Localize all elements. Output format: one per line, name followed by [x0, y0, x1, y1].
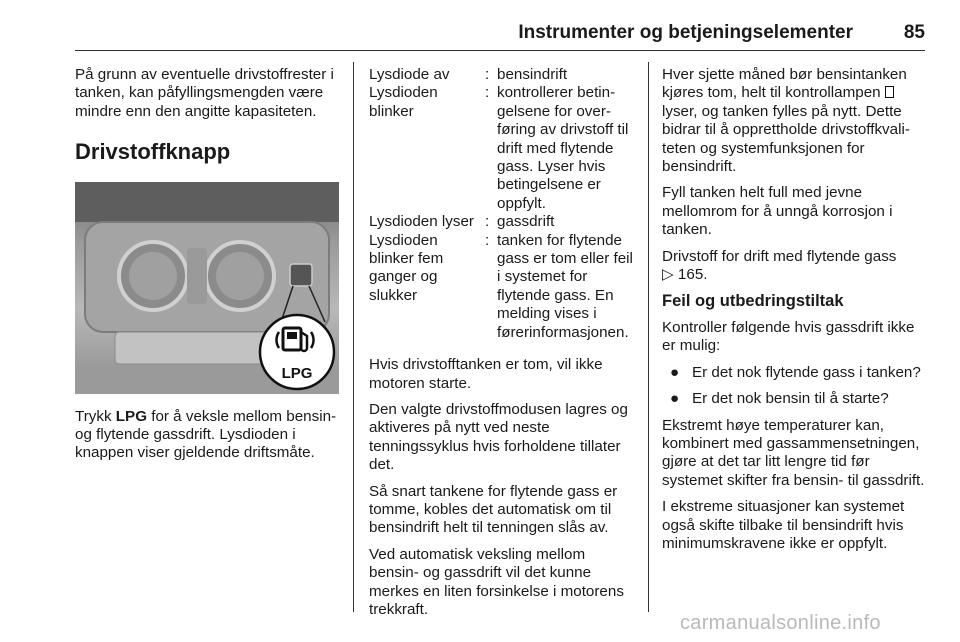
table-row: Lysdioden blinker : kontrollerer betingelsene for overføring av drivstoff til drift med flytende gass. Lyser hvis betingelsene er oppfylt.	[369, 84, 629, 212]
column-divider	[353, 62, 354, 612]
section-heading: Drivstoffknapp	[75, 139, 231, 165]
table-row: Lysdioden blinker fem ganger og slukker : tanken for flytende gass er tom eller feil i systemet for flytende gass. En melding vises i førerinformasjonen.	[369, 231, 633, 341]
lpg-button-figure	[75, 182, 339, 394]
subsection-heading: Feil og utbedringstiltak	[662, 292, 844, 311]
list-item: ● Er det nok flytende gass i tanken?	[670, 363, 921, 381]
page-title: Instrumenter og betjeningselementer	[518, 22, 853, 43]
paragraph: Ekstremt høye temperaturer kan, kombinert med gassammensetningen, gjøre at det tar litt lengre tid før systemet skifter fra bensin- til gassdrift.	[662, 416, 925, 489]
table-row: Lysdiode av : bensindrift	[369, 66, 568, 83]
lpg-key: LPG	[115, 407, 148, 425]
console-illustration	[75, 182, 339, 394]
page-reference: 165.	[677, 266, 708, 284]
figure-lpg-label: LPG	[281, 364, 313, 382]
column-divider	[648, 62, 649, 612]
paragraph: Så snart tankene for flytende gass er tomme, kobles det automatisk om til bensindrift helt til tenningen slås av.	[369, 482, 618, 537]
table-row: Lysdioden lyser : gassdrift	[369, 213, 555, 231]
column-left	[75, 66, 343, 471]
checklist	[662, 364, 930, 409]
intro-paragraph: På grunn av eventuelle drivstoffrester i tanken, kan påfyllingsmengden være mindre enn den angitte kapasiteten.	[75, 66, 334, 120]
watermark: carmanualsonline.info	[680, 612, 881, 634]
bullet-icon: ●	[670, 390, 680, 408]
paragraph: Den valgte drivstoffmodusen lagres og aktiveres på nytt ved neste tenningssyklus hvis forholdene tillater det.	[369, 400, 628, 474]
page-reference-icon: ▷	[662, 266, 674, 284]
paragraph: Drivstoff for drift med flytende gass ▷ 165.	[662, 247, 897, 284]
paragraph: Hver sjette måned bør bensintanken kjøres tom, helt til kontrollampen lyser, og tanken fylles på nytt. Dette bidrar til å opprettholde drivstoffkvaliteten og systemfunksjonen for bensindrift.	[662, 66, 910, 176]
bullet-icon: ●	[670, 363, 680, 381]
paragraph: Kontroller følgende hvis gassdrift ikke er mulig:	[662, 318, 915, 355]
page-header	[75, 0, 925, 51]
paragraph: Hvis drivstofftanken er tom, vil ikke motoren starte.	[369, 356, 603, 392]
fuel-lamp-icon	[885, 86, 894, 98]
column-middle	[369, 66, 637, 627]
list-item: ● Er det nok bensin til å starte?	[670, 390, 889, 408]
page-number: 85	[903, 22, 925, 43]
paragraph: Ved automatisk veksling mellom bensin- og gassdrift vil det kunne merkes en liten forsinkelse i motorens trekkraft.	[369, 545, 624, 618]
paragraph: Fyll tanken helt full med jevne mellomrom for å unngå korrosjon i tanken.	[662, 184, 893, 239]
paragraph: I ekstreme situasjoner kan systemet også skifte tilbake til bensindrift hvis minimumskravene ikke er oppfylt.	[662, 498, 905, 552]
led-status-table	[369, 66, 637, 342]
column-right	[662, 66, 930, 561]
press-paragraph: Trykk LPG for å veksle mellom bensin- og flytende gassdrift. Lysdioden i knappen viser gjeldende driftsmåte.	[75, 407, 337, 462]
